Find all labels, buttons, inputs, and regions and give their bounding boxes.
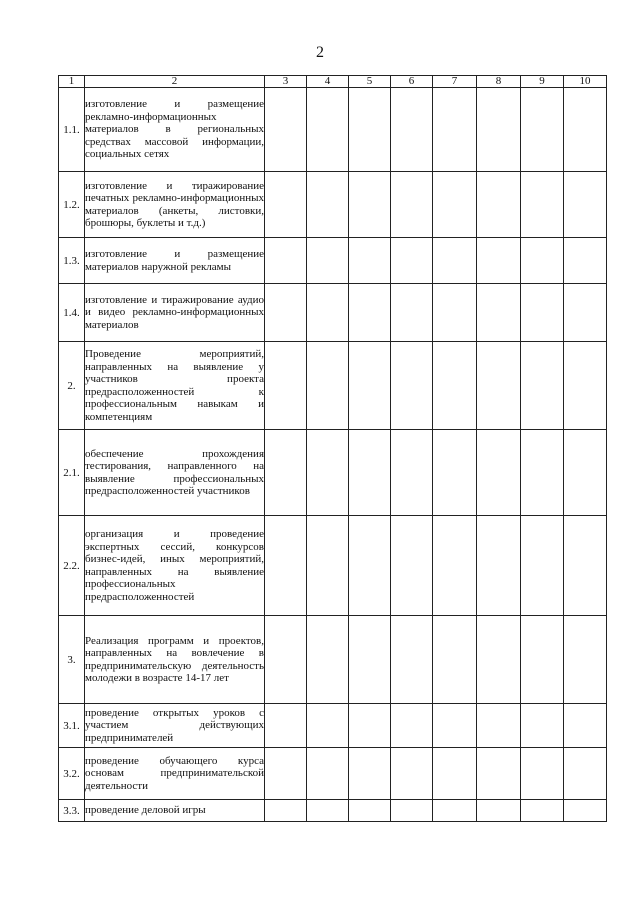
table-row [59, 88, 607, 172]
row-description: Реализация программ и проектов, направленных на вовлечение в предпринимательскую деятельность молодежи в возрасте 14-17 лет [85, 616, 265, 704]
row-description: обеспечение прохождения тестирования, направленного на выявление профессиональных предрасположенностей участников [85, 430, 265, 516]
row-number: 1.2. [59, 172, 85, 238]
empty-cell [477, 704, 521, 748]
empty-cell [433, 238, 477, 284]
table-row [59, 516, 607, 616]
row-number: 2.2. [59, 516, 85, 616]
empty-cell [349, 172, 391, 238]
row-number: 3.1. [59, 704, 85, 748]
row-number: 2.1. [59, 430, 85, 516]
empty-cell [521, 284, 564, 342]
empty-cell [265, 704, 307, 748]
row-description: изготовление и тиражирование аудио и видео рекламно-информационных материалов [85, 284, 265, 342]
empty-cell [307, 616, 349, 704]
row-number: 1.4. [59, 284, 85, 342]
table-header-row [59, 76, 607, 88]
empty-cell [564, 172, 607, 238]
empty-cell [307, 704, 349, 748]
empty-cell [265, 800, 307, 822]
empty-cell [477, 800, 521, 822]
empty-cell [564, 704, 607, 748]
empty-cell [265, 616, 307, 704]
header-cell: 4 [307, 76, 349, 88]
empty-cell [265, 238, 307, 284]
row-number: 3.3. [59, 800, 85, 822]
empty-cell [564, 800, 607, 822]
table-row [59, 704, 607, 748]
empty-cell [391, 704, 433, 748]
page-number: 2 [316, 44, 324, 61]
empty-cell [265, 342, 307, 430]
empty-cell [521, 800, 564, 822]
empty-cell [433, 284, 477, 342]
empty-cell [477, 342, 521, 430]
empty-cell [433, 516, 477, 616]
empty-cell [521, 616, 564, 704]
header-cell: 8 [477, 76, 521, 88]
empty-cell [349, 616, 391, 704]
empty-cell [433, 430, 477, 516]
empty-cell [391, 748, 433, 800]
empty-cell [349, 748, 391, 800]
row-number: 3. [59, 616, 85, 704]
empty-cell [477, 88, 521, 172]
empty-cell [477, 748, 521, 800]
empty-cell [307, 238, 349, 284]
empty-cell [265, 516, 307, 616]
empty-cell [349, 430, 391, 516]
empty-cell [391, 342, 433, 430]
empty-cell [564, 284, 607, 342]
empty-cell [391, 284, 433, 342]
table-row [59, 238, 607, 284]
header-cell: 10 [564, 76, 607, 88]
empty-cell [564, 342, 607, 430]
row-description: организация и проведение экспертных сессий, конкурсов бизнес-идей, иных мероприятий, направленных на выявление профессиональных предрасположенностей [85, 516, 265, 616]
table-row [59, 800, 607, 822]
empty-cell [307, 88, 349, 172]
empty-cell [521, 430, 564, 516]
empty-cell [307, 748, 349, 800]
empty-cell [564, 748, 607, 800]
row-description: проведение открытых уроков с участием действующих предпринимателей [85, 704, 265, 748]
header-cell: 9 [521, 76, 564, 88]
row-description: проведение деловой игры [85, 800, 265, 822]
empty-cell [433, 616, 477, 704]
empty-cell [391, 88, 433, 172]
empty-cell [477, 284, 521, 342]
empty-cell [564, 238, 607, 284]
empty-cell [265, 284, 307, 342]
row-description: изготовление и размещение рекламно-информационных материалов в региональных средствах массовой информации, социальных сетях [85, 88, 265, 172]
empty-cell [564, 88, 607, 172]
empty-cell [521, 704, 564, 748]
empty-cell [433, 342, 477, 430]
row-number: 1.3. [59, 238, 85, 284]
empty-cell [391, 616, 433, 704]
table-row [59, 284, 607, 342]
row-description: Проведение мероприятий, направленных на выявление у участников проекта предрасположенностей к профессиональным навыкам и компетенциям [85, 342, 265, 430]
empty-cell [265, 430, 307, 516]
empty-cell [477, 172, 521, 238]
empty-cell [349, 342, 391, 430]
empty-cell [564, 516, 607, 616]
empty-cell [307, 516, 349, 616]
empty-cell [433, 748, 477, 800]
empty-cell [265, 748, 307, 800]
empty-cell [521, 88, 564, 172]
row-number: 1.1. [59, 88, 85, 172]
empty-cell [433, 172, 477, 238]
empty-cell [349, 88, 391, 172]
table-row [59, 748, 607, 800]
row-description: изготовление и тиражирование печатных рекламно-информационных материалов (анкеты, листовки, брошюры, буклеты и т.д.) [85, 172, 265, 238]
empty-cell [521, 748, 564, 800]
empty-cell [307, 342, 349, 430]
empty-cell [564, 616, 607, 704]
empty-cell [521, 172, 564, 238]
empty-cell [349, 704, 391, 748]
header-cell: 6 [391, 76, 433, 88]
empty-cell [391, 800, 433, 822]
empty-cell [433, 704, 477, 748]
empty-cell [307, 430, 349, 516]
row-description: изготовление и размещение материалов наружной рекламы [85, 238, 265, 284]
empty-cell [265, 172, 307, 238]
empty-cell [477, 616, 521, 704]
empty-cell [349, 516, 391, 616]
empty-cell [265, 88, 307, 172]
table-row [59, 342, 607, 430]
header-cell: 7 [433, 76, 477, 88]
empty-cell [521, 342, 564, 430]
empty-cell [391, 238, 433, 284]
empty-cell [521, 238, 564, 284]
empty-cell [391, 172, 433, 238]
empty-cell [307, 284, 349, 342]
plan-table [58, 75, 607, 822]
empty-cell [307, 800, 349, 822]
empty-cell [391, 430, 433, 516]
empty-cell [477, 430, 521, 516]
row-description: проведение обучающего курса основам предпринимательской деятельности [85, 748, 265, 800]
row-number: 3.2. [59, 748, 85, 800]
header-cell: 5 [349, 76, 391, 88]
empty-cell [521, 516, 564, 616]
empty-cell [564, 430, 607, 516]
empty-cell [349, 238, 391, 284]
table-row [59, 616, 607, 704]
empty-cell [477, 516, 521, 616]
header-cell: 1 [59, 76, 85, 88]
empty-cell [391, 516, 433, 616]
header-cell: 3 [265, 76, 307, 88]
table-row [59, 430, 607, 516]
header-cell: 2 [85, 76, 265, 88]
empty-cell [433, 88, 477, 172]
empty-cell [349, 284, 391, 342]
empty-cell [433, 800, 477, 822]
empty-cell [349, 800, 391, 822]
table-row [59, 172, 607, 238]
row-number: 2. [59, 342, 85, 430]
empty-cell [307, 172, 349, 238]
empty-cell [477, 238, 521, 284]
